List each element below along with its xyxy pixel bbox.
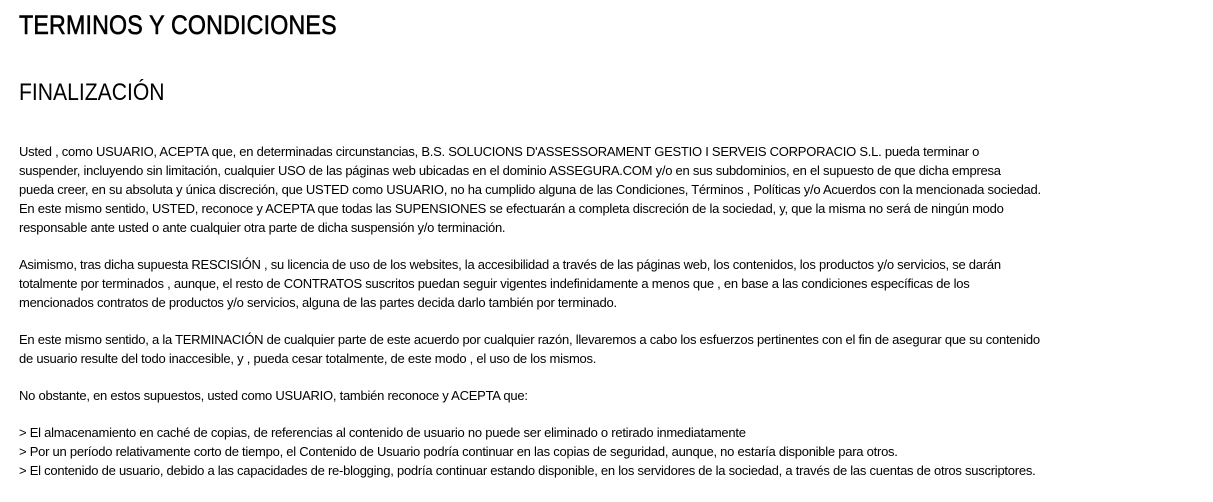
- section-heading: FINALIZACIÓN: [19, 79, 165, 106]
- paragraph-line: suspender, incluyendo sin limitación, cualquier USO de las páginas web ubicadas en el dominio ASSEGURA.COM y/o en sus subdominios, en el supuesto de que dicha empresa: [19, 163, 1001, 178]
- list-item: > El almacenamiento en caché de copias, de referencias al contenido de usuario no puede ser eliminado o retirado inmediatamente: [19, 425, 746, 440]
- paragraph-line: En este mismo sentido, a la TERMINACIÓN de cualquier parte de este acuerdo por cualquier razón, llevaremos a cabo los esfuerzos pertinentes con el fin de asegurar que su contenido: [19, 332, 1040, 347]
- paragraph-2: [19, 255, 1199, 312]
- paragraph-line: Usted , como USUARIO, ACEPTA que, en determinadas circunstancias, B.S. SOLUCIONS D'ASSESSORAMENT GESTIO I SERVEIS CORPORACIO S.L. pueda terminar o: [19, 144, 980, 159]
- paragraph-line: de usuario resulte del todo inaccesible, y , pueda cesar totalmente, de este modo , el uso de los mismos.: [19, 351, 597, 366]
- document-body: [19, 142, 1199, 480]
- paragraph-3: [19, 330, 1199, 368]
- list-item: > Por un período relativamente corto de tiempo, el Contenido de Usuario podría continuar en las copias de seguridad, aunque, no estaría disponible para otros.: [19, 444, 898, 459]
- paragraph-line: Asimismo, tras dicha supuesta RESCISIÓN , su licencia de uso de los websites, la accesibilidad a través de las páginas web, los contenidos, los productos y/o servicios, se darán: [19, 257, 1001, 272]
- paragraph-1: [19, 142, 1199, 237]
- paragraph-line: No obstante, en estos supuestos, usted como USUARIO, también reconoce y ACEPTA que:: [19, 388, 528, 403]
- paragraph-line: mencionados contratos de productos y/o servicios, alguna de las partes decida darlo también por terminado.: [19, 295, 617, 310]
- paragraph-line: pueda creer, en su absoluta y única discreción, que USTED como USUARIO, no ha cumplido alguna de las Condiciones, Términos , Políticas y/o Acuerdos con la mencionada sociedad.: [19, 182, 1041, 197]
- paragraph-4: [19, 386, 1199, 405]
- acceptance-list: [19, 423, 1199, 480]
- paragraph-line: En este mismo sentido, USTED, reconoce y ACEPTA que todas las SUPENSIONES se efectuarán a completa discreción de la sociedad, y, que la misma no será de ningún modo: [19, 201, 1004, 216]
- paragraph-line: responsable ante usted o ante cualquier otra parte de dicha suspensión y/o terminación.: [19, 220, 506, 235]
- page-title: TERMINOS Y CONDICIONES: [19, 10, 337, 40]
- paragraph-line: totalmente por terminados , aunque, el resto de CONTRATOS suscritos puedan seguir vigentes indefinidamente a menos que , en base a las condiciones específicas de los: [19, 276, 970, 291]
- list-item: > El contenido de usuario, debido a las capacidades de re-blogging, podría continuar estando disponible, en los servidores de la sociedad, a través de las cuentas de otros suscriptores.: [19, 463, 1036, 478]
